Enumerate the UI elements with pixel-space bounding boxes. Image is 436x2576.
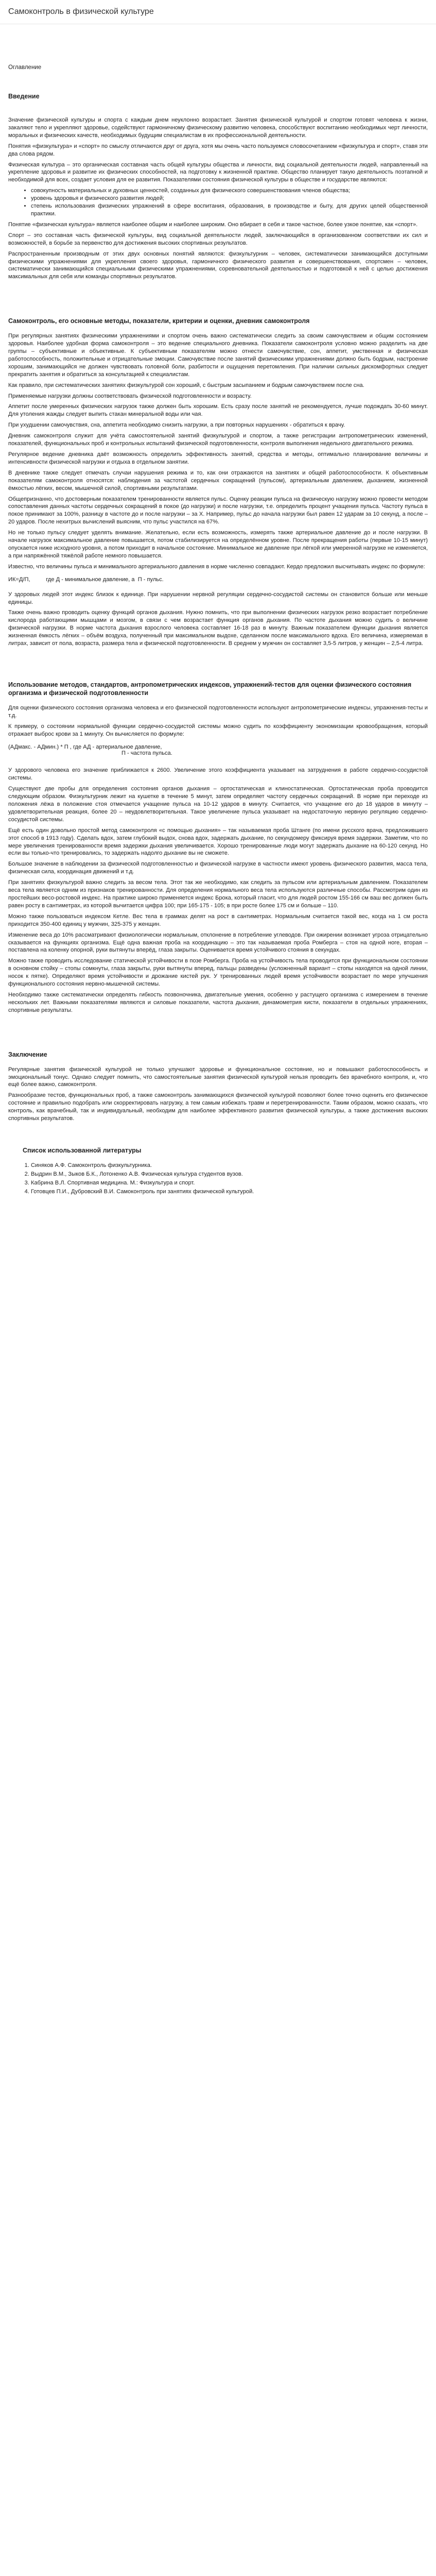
paragraph: Также очень важно проводить оценку функций органов дыхания. Нужно помнить, что при выполнении физических нагрузок резко возрастает потребление кислорода работающими мышцами и мозгом, в связи с чем возрастает функция органов дыхания. По частоте дыхания можно судить о величине физической нагрузки. В норме частота дыхания взрослого человека составляет 16-18 раз в минуту. Важным показателем функции дыхания является жизненная ёмкость лёгких – объём воздуха, полученный при максимальном выдохе, сделанном после максимального вдоха. Его величина, измеряемая в литрах, зависит от пола, возраста, размера тела и физической подготовленности. В среднем у мужчин он составляет 3,5-5 литров, у женщин – 2,5-4 литра.: [8, 609, 428, 647]
section-conclusion: [8, 1050, 428, 1123]
reference-item: 2. Выдрин В.М., Зыков Б.К., Лотоненко А.В. Физическая культура студентов вузов.: [31, 1171, 428, 1178]
paragraph: Физическая культура – это органическая составная часть общей культуры общества и личности, вид социальной деятельности людей, направленный на укрепление здоровья и развитие их физических способностей, на подготовку к жизненной практике. Общество планирует такую деятельность поэтапной и необходимой для всех, создает условия для ее развития. Показателями состояния физической культуры в обществе и государстве являются:: [8, 161, 428, 183]
reference-item: 1. Синяков А.Ф. Самоконтроль физкультурника.: [31, 1162, 428, 1170]
toc-link[interactable]: Оглавление: [8, 64, 42, 71]
list-item: • уровень здоровья и физического развития людей;: [31, 195, 428, 202]
paragraph: При ухудшении самочувствия, сна, аппетита необходимо снизить нагрузки, а при повторных нарушениях - обратиться к врачу.: [8, 422, 345, 429]
header-bar: [0, 0, 436, 24]
paragraph: Дневник самоконтроля служит для учёта самостоятельной занятий физкультурой и спортом, а также регистрации антропометрических изменений, показателей, функциональных проб и контрольных испытаний физической подготовленности, контроля выполнения недельного двигательного режима.: [8, 433, 428, 447]
section-self-control: [8, 317, 428, 648]
section-heading: Использование методов, стандартов, антропометрических индексов, упражнений-тестов для оценки физического состояния организма и физической подготовленности: [8, 681, 412, 697]
paragraph: Регулярные занятия физической культурой не только улучшают здоровье и функциональное состояние, но и повышают работоспособность и эмоциональный тонус. Однако следует помнить, что самостоятельные занятия физической культурой нельзя проводить без врачебного контроля, и, что ещё более важно, самоконтроля.: [8, 1066, 428, 1088]
paragraph: Ещё есть один довольно простой метод самоконтроля «с помощью дыхания» – так называемая проба Штанге (по имени русского врача, предложившего этот способ в 1913 году). Сделать вдох, затем глубокий выдох, снова вдох, задержать дыхание, по секундомеру фиксируя время задержки. Заметим, что по мере увеличения тренированности время задержки дыхания увеличивается. Хорошо тренированные люди могут задержать дыхание на 60-120 секунд. Но если вы только-что тренировались, то задержать надолго дыхание вы не сможете.: [8, 827, 428, 857]
paragraph: Изменение веса до 10% рассматривают физиологически нормальным, отклонение в потребление углеводов. При ожирении возникает угроза отрицательно сказывается на функциях организма. Ещё одна важная проба на координацию – это так называемая проба Ромберга – стоя на одной ноге, вторая – поставлена на коленку опорной, руки вытянуты вперёд, глаза закрыты. Оценивается время устойчивого стояния в секундах.: [8, 931, 428, 954]
paragraph: Значение физической культуры и спорта с каждым днем неуклонно возрастает. Занятия физической культурой и спортом готовят человека к жизни, закаляют тело и укрепляют здоровье, содействуют гармоничному физическому развитию человека, способствуют воспитанию необходимых черт личности, моральных и физических качеств, необходимых будущим специалистам в их профессиональной деятельности.: [8, 117, 428, 139]
reference-list: [8, 1162, 428, 1196]
reference-item: 4. Готовцев П.И., Дубровский В.И. Самоконтроль при занятиях физической культурой.: [31, 1188, 428, 1196]
page-title: Самоконтроль в физической культуре: [8, 7, 154, 16]
paragraph: Спорт – это составная часть физической культуры, вид социальной деятельности людей, заключающийся в организованном соответствии их сил и возможностей, в борьбе за первенство для достижения высоких спортивных результатов.: [8, 232, 428, 246]
section-methods: [8, 681, 428, 1014]
paragraph: Регулярное ведение дневника даёт возможность определить эффективность занятий, средства и методы, оптимально планирование величины и интенсивности физической нагрузки и отдыха в отдельном занятии.: [8, 451, 428, 465]
list-item: • совокупность материальных и духовных ценностей, созданных для физического совершенствования членов общества;: [31, 187, 428, 195]
paragraph: В дневнике также следует отмечать случаи нарушения режима и то, как они отражаются на занятиях и общей работоспособности. К объективным показателям самоконтроля относятся: наблюдения за частотой сердечных сокращений (пульсом), артериальным давлением, дыханием, жизненной ёмкостью лёгких, весом, мышечной силой, спортивными результатами.: [8, 469, 428, 492]
paragraph: У здоровых людей этот индекс близок к единице. При нарушении нервной регуляции сердечно-сосудистой системы он становится больше или меньше единицы.: [8, 591, 428, 605]
paragraph: Распространенным производным от этих двух основных понятий являются: физкультурник – человек, систематически занимающийся доступными физическими упражнениями для укрепления своего здоровья, гармоничного физического развития и совершенствования, спортсмен – человек, систематически занимающийся специальными физическими упражнениями, соревновательной деятельностью и подготовкой к ней с целью достижения максимальных для себя или команды спортивных результатов.: [8, 250, 428, 280]
paragraph: Необходимо также систематически определять гибкость позвоночника, двигательные умения, особенно у растущего организма с измерением в течение нескольких лет. Важными показателями являются и силовые показатели, частота дыхания, динамометрия кисти, показатели в отдельных упражнениях, спортивные результаты.: [8, 991, 428, 1013]
paragraph: Понятия «физкультура» и «спорт» по смыслу отличаются друг от друга, хотя мы очень часто пользуемся словосочетанием «физкультура и спорт», ставя эти два слова рядом.: [8, 143, 428, 157]
bullet-list: [8, 187, 428, 218]
reference-item: 3. Кабрина В.Л. Спортивная медицина. М.: Физкультура и спорт.: [31, 1179, 428, 1187]
paragraph: Понятие «физическая культура» является наиболее общим и наиболее широким. Оно вбирает в себя и такое частное, более узкое понятие, как «спорт».: [8, 221, 418, 228]
paragraph: Разнообразие тестов, функциональных проб, а также самоконтроль занимающихся физической культурой позволяют более точно оценить его физическое состояние и правильно подобрать или скорректировать нагрузку, а тем самым избежать травм и перетренированности. Таким образом, можно сказать, что контроль, как врачебный, так и индивидуальный, необходим для наиболее эффективного развития физической культуры, а также достижения высоких спортивных результатов.: [8, 1092, 428, 1122]
table-of-contents: [8, 64, 428, 71]
paragraph: Можно также пользоваться индексом Кетле. Вес тела в граммах делят на рост в сантиметрах. Нормальным считается такой вес, когда на 1 см роста приходится 350-400 единиц у мужчин, 325-375 у женщин.: [8, 913, 428, 927]
paragraph: Существуют две пробы для определения состояния органов дыхания – ортостатическая и клиностатическая. Ортостатическая проба проводится следующим образом. Физкультурник лежит на кушетке в течение 5 минут, затем определяет частоту сердечных сокращений. В норме при переходе из положения лёжа в положение стоя отмечается учащение пульса на 10-12 ударов в минуту. Считается, что учащение его до 18 ударов в минуту – удовлетворительная реакция, более 20 – неудовлетворительная. Такое увеличение пульса указывает на недостаточную нервную регуляцию сердечно-сосудистой системы.: [8, 786, 428, 823]
paragraph: Как правило, при систематических занятиях физкультурой сон хороший, с быстрым засыпанием и бодрым самочувствием после сна.: [8, 382, 364, 388]
section-heading: Заключение: [8, 1050, 47, 1058]
section-heading: Самоконтроль, его основные методы, показатели, критерии и оценки, дневник самоконтроля: [8, 317, 310, 325]
section-heading: Список использованной литературы: [23, 1147, 142, 1154]
formula-kerdo: ИК=Д/П, где Д - минимальное давление, а П - пульс.: [8, 576, 164, 583]
formula-legend: П - частота пульса.: [121, 750, 172, 757]
paragraph: Применяемые нагрузки должны соответствовать физической подготовленности и возрасту.: [8, 393, 252, 399]
paragraph: У здорового человека его значение приближается к 2600. Увеличение этого коэффициента указывает на затруднения в работе сердечно-сосудистой системы.: [8, 767, 428, 782]
paragraph: Можно также проводить исследование статической устойчивости в позе Ромберга. Проба на устойчивость тела проводится при функциональном состоянии в основном стойку – стопы сомкнуты, глаза закрыты, руки вытянуты вперед, пальцы разведены (усложненный вариант – стопы находятся на одной линии, носок к пятке). Определяют время устойчивости и дрожание кистей рук. У тренированных людей время устойчивости возрастает по мере улучшения функционального состояния нервно-мышечной системы.: [8, 958, 428, 988]
section-intro: [8, 92, 428, 281]
paragraph: При регулярных занятиях физическими упражнениями и спортом очень важно систематически следить за своим самочувствием и общим состоянием здоровья. Наиболее удобная форма самоконтроля – это ведение специального дневника. Показатели самоконтроля условно можно разделить на две группы – субъективные и объективные. К субъективным показателям можно отнести самочувствие, сон, аппетит, умственная и физическая работоспособность, положительные и отрицательные эмоции. Самочувствие после занятий физическими упражнениями должно быть бодрым, настроение хорошим, занимающийся не должен чувствовать головной боли, разбитости и ощущения перетомления. При наличии сильных дискомфортных следует прекратить занятия и обратиться за консультацией к специалистам.: [8, 333, 428, 378]
paragraph: К примеру, о состоянии нормальной функции сердечно-сосудистой системы можно судить по коэффициенту экономизации кровообращения, который отражает выброс крови за 1 минуту. Он вычисляется по формуле:: [8, 723, 428, 737]
paragraph: Но не только пульсу следует уделять внимание. Желательно, если есть возможность, измерять также артериальное давление до и после нагрузки. В начале нагрузок максимальное давление повышается, потом стабилизируется на определённом уровне. После прекращения работы (первые 10-15 минут) опускается ниже исходного уровня, а потом приходит в начальное состояние. Минимальное же давление при лёгкой или умеренной нагрузке не изменяется, а при напряжённой тяжёлой работе немного повышается.: [8, 530, 428, 559]
section-heading: Введение: [8, 93, 40, 100]
paragraph: Общепризнанно, что достоверным показателем тренированности является пульс. Оценку реакции пульса на физическую нагрузку можно провести методом сопоставления данных частоты сердечных сокращений в покое (до нагрузки) и после нагрузки, т.е. определить процент учащения пульса. Частоту пульса в покое принимают за 100%, разницу в частоте до и после нагрузки – за Х. Например, пульс до начала нагрузки был равен 12 ударам за 10 секунд, а после – 20 ударов. После нехитрых вычислений выясним, что пульс участился на 67%.: [8, 496, 428, 526]
list-item: • степень использования физических упражнений в сфере воспитания, образования, в производстве и быту, для других целей общественной практики.: [31, 202, 428, 218]
section-references: [8, 1146, 428, 1196]
paragraph: Аппетит после умеренных физических нагрузок также должен быть хорошим. Есть сразу после занятий не рекомендуется, лучше подождать 30-60 минут. Для утоления жажды следует выпить стакан минеральной воды или чая.: [8, 403, 428, 418]
formula-economy: (АДмакс. - АДмин.) * П , где АД - артериальное давление,: [8, 743, 162, 750]
paragraph: Большое значение в наблюдении за физической подготовленностью и физической нагрузке в частности имеют уровень физического развития, масса тела, физическая сила, координация движений и т.д.: [8, 861, 428, 875]
paragraph: Известно, что величины пульса и минимального артериального давления в норме численно совпадают. Кердо предложил высчитывать индекс по формуле:: [8, 563, 425, 570]
paragraph: При занятиях физкультурой важно следить за весом тела. Этот так же необходимо, как следить за пульсом или артериальным давлением. Показателем веса тела является одним из признаков тренированности. Для определения нормального веса тела используются различные способы. Рассмотрим один из простейших весо-ростовой индекс. На практике широко применяется индекс Брока, который гласит, что для людей ростом 155-166 см ваш вес должен быть равен росту в сантиметрах, из которой вычитается цифра 100; при 165-175 - 105; в при росте более 175 см и больше – 110.: [8, 879, 428, 909]
paragraph: Для оценки физического состояния организма человека и его физической подготовленности используют антропометрические индексы, упражнения-тесты и т.д.: [8, 704, 428, 719]
